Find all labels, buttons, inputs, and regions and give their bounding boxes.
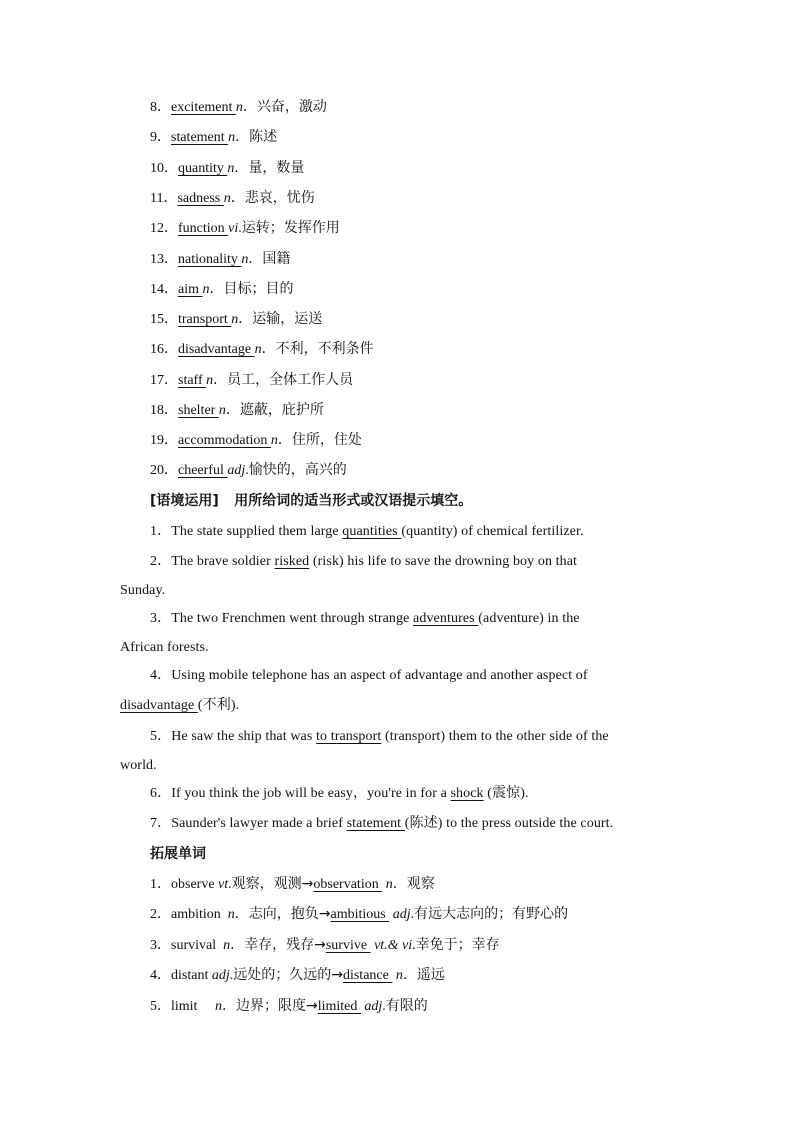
part-of-speech: adj [227,463,246,478]
separator: ． [234,161,249,176]
sentence-number: 2． [150,554,172,569]
separator: ． [392,877,407,892]
meaning: 愉快的，高兴的 [248,462,347,478]
vocab-item [150,430,362,451]
part-of-speech: n [228,130,236,145]
answer-blank: disadvantage [178,342,255,357]
sentence-text: (risk) his life to save the drowning boy on that [309,554,578,569]
answer-blank: statement [346,816,405,831]
separator: . [238,221,242,236]
separator: ． [234,907,249,922]
item-number: 13． [150,252,178,267]
answer-blank: quantities [342,524,402,539]
item-number: 16． [150,342,178,357]
separator: ． [238,312,253,327]
answer-blank: transport [178,312,232,327]
vocab-item [150,279,294,300]
meaning: 员工，全体工作人员 [227,372,354,388]
answer-blank: shock [450,786,484,801]
sentence-7 [150,814,613,834]
part-of-speech: n [202,282,210,297]
sentence-2 [150,552,577,572]
separator: . [410,907,415,922]
item-number: 17． [150,373,178,388]
separator: ． [261,342,276,357]
answer-blank: survive [325,938,371,953]
answer-blank: aim [178,282,203,297]
meaning: 悲哀，忧伤 [244,190,315,206]
separator: . [382,999,386,1014]
separator: ． [213,373,228,388]
extension-item [150,996,428,1017]
sentence-number: 1． [150,524,172,539]
sentence-1 [150,522,584,542]
sentence-number: 7． [150,816,172,831]
sentence-3-continued [120,638,209,658]
meaning: 边界；限度→ [235,998,318,1014]
item-number: 10． [150,161,178,176]
part-of-speech: n [395,968,403,983]
sentence-text: The brave soldier [171,554,275,569]
answer-blank: disadvantage [120,698,198,713]
answer-blank: excitement [171,100,236,115]
item-number: 5． [150,999,171,1014]
item-number: 14． [150,282,178,297]
sentence-6 [150,784,529,804]
part-of-speech: n [227,161,235,176]
base-word: ambition [171,907,228,922]
answer-blank: to transport [316,729,382,744]
meaning: 兴奋，激动 [256,99,327,115]
part-of-speech: n [385,877,393,892]
part-of-speech: vt [218,877,229,892]
vocab-item [150,218,340,239]
extension-heading [150,844,206,865]
sentence-text: Saunder's lawyer made a brief [171,816,347,831]
meaning: 运输，运送 [252,311,323,327]
extension-item [150,904,568,925]
context-heading [150,491,472,512]
separator: ． [402,968,417,983]
answer-blank: cheerful [178,463,228,478]
part-of-speech: n [235,100,243,115]
part-of-speech: n [241,252,249,267]
meaning: 幸存，残存→ [244,937,326,953]
answer-blank: statement [171,130,229,145]
sentence-text: (transport) them to the other side of the [381,729,609,744]
separator: ． [235,130,250,145]
item-number: 1． [150,877,171,892]
meaning: 有限的 [385,998,428,1014]
vocab-item [150,400,324,421]
sentence-text: (陈述) to the press outside the court. [404,816,614,831]
part-of-speech: n [270,433,278,448]
meaning: 量，数量 [248,160,305,176]
meaning: 陈述 [249,129,278,145]
part-of-speech: n [254,342,262,357]
sentence-text: The state supplied them large [171,524,343,539]
answer-blank: function [178,221,229,236]
item-number: 8． [150,100,171,115]
sentence-number: 5． [150,729,172,744]
meaning: 运转；发挥作用 [241,220,340,236]
sentence-5-continued [120,756,157,776]
answer-blank: sadness [177,191,224,206]
extension-item [150,965,445,986]
base-word: observe [171,877,219,892]
separator: ． [225,403,240,418]
meaning: 幸免于；幸存 [415,937,500,953]
sentence-text: African forests. [120,640,209,655]
sentence-2-continued [120,581,165,601]
part-of-speech: n [223,191,231,206]
separator: ． [277,433,292,448]
sentence-number: 3． [150,611,172,626]
item-number: 15． [150,312,178,327]
context-heading-tag: [语境运用] [150,493,219,509]
sentence-4-continued [120,696,239,716]
extension-heading-text: 拓展单词 [150,846,206,862]
part-of-speech: n [206,373,214,388]
vocab-item [150,188,315,209]
vocab-item [150,370,353,391]
sentence-number: 6． [150,786,172,801]
sentence-text: Using mobile telephone has an aspect of advantage and another aspect of [171,668,588,683]
sentence-text: Sunday. [120,583,166,598]
extension-item [150,935,500,956]
part-of-speech: adj [211,968,230,983]
meaning: 远处的；久远的→ [233,967,343,983]
sentence-5 [150,727,609,747]
answer-blank: risked [274,554,310,569]
meaning: 志向，抱负→ [248,906,331,922]
answer-blank: adventures [413,611,479,626]
meaning: 遮蔽，庇护所 [239,402,324,418]
answer-blank: nationality [178,252,242,267]
separator: . [229,968,234,983]
separator: ． [248,252,263,267]
answer-blank: staff [178,373,207,388]
part-of-speech: n [227,907,235,922]
sentence-number: 4． [150,668,172,683]
part-of-speech: vt.& vi [374,938,413,953]
meaning: 观察 [406,876,435,892]
item-number: 18． [150,403,178,418]
item-number: 2． [150,907,171,922]
separator: . [245,463,249,478]
base-word: distant [171,968,212,983]
vocab-item [150,339,374,360]
context-heading-text: 用所给词的适当形式或汉语提示填空。 [234,493,473,509]
item-number: 20． [150,463,178,478]
meaning: 不利，不利条件 [275,341,374,357]
separator: ． [221,999,236,1014]
item-number: 19． [150,433,178,448]
sentence-text: (quantity) of chemical fertilizer. [401,524,584,539]
vocab-item [150,460,347,481]
separator: ． [230,938,245,953]
answer-blank: accommodation [178,433,271,448]
part-of-speech: n [231,312,239,327]
item-number: 9． [150,130,171,145]
answer-blank: quantity [178,161,228,176]
base-word: limit [171,999,215,1014]
vocab-item [150,309,322,330]
item-number: 12． [150,221,178,236]
answer-blank: distance [342,968,393,983]
answer-blank: shelter [178,403,219,418]
sentence-text: (震惊). [483,786,529,801]
sentence-4 [150,666,588,686]
item-number: 11． [150,191,178,206]
meaning: 住所，住处 [291,432,362,448]
meaning: 观察，观测→ [231,876,314,892]
vocab-item [150,127,277,148]
vocab-item [150,158,304,179]
sentence-text: world. [120,758,157,773]
separator: ． [209,282,224,297]
separator: . [228,877,232,892]
separator: . [412,938,416,953]
part-of-speech: n [218,403,226,418]
vocab-item [150,249,290,270]
sentence-text: The two Frenchmen went through strange [171,611,414,626]
item-number: 4． [150,968,171,983]
part-of-speech: n [223,938,231,953]
sentence-text: He saw the ship that was [171,729,317,744]
sentence-3 [150,609,580,629]
meaning: 目标；目的 [223,281,294,297]
extension-item [150,874,435,895]
answer-blank: ambitious [330,907,390,922]
meaning: 遥远 [416,967,445,983]
vocab-item [150,97,327,118]
part-of-speech: adj [392,907,411,922]
part-of-speech: adj [364,999,383,1014]
sentence-text: If you think the job will be easy，you're in for a [171,786,451,801]
part-of-speech: n [214,999,222,1014]
separator: ． [230,191,245,206]
sentence-text: (adventure) in the [478,611,580,626]
answer-blank: limited [317,999,361,1014]
part-of-speech: vi [228,221,239,236]
answer-blank: observation [313,877,383,892]
item-number: 3． [150,938,171,953]
base-word: survival [171,938,224,953]
meaning: 国籍 [262,251,291,267]
separator: ． [242,100,257,115]
sentence-text: (不利). [197,698,240,713]
meaning: 有远大志向的；有野心的 [414,906,569,922]
